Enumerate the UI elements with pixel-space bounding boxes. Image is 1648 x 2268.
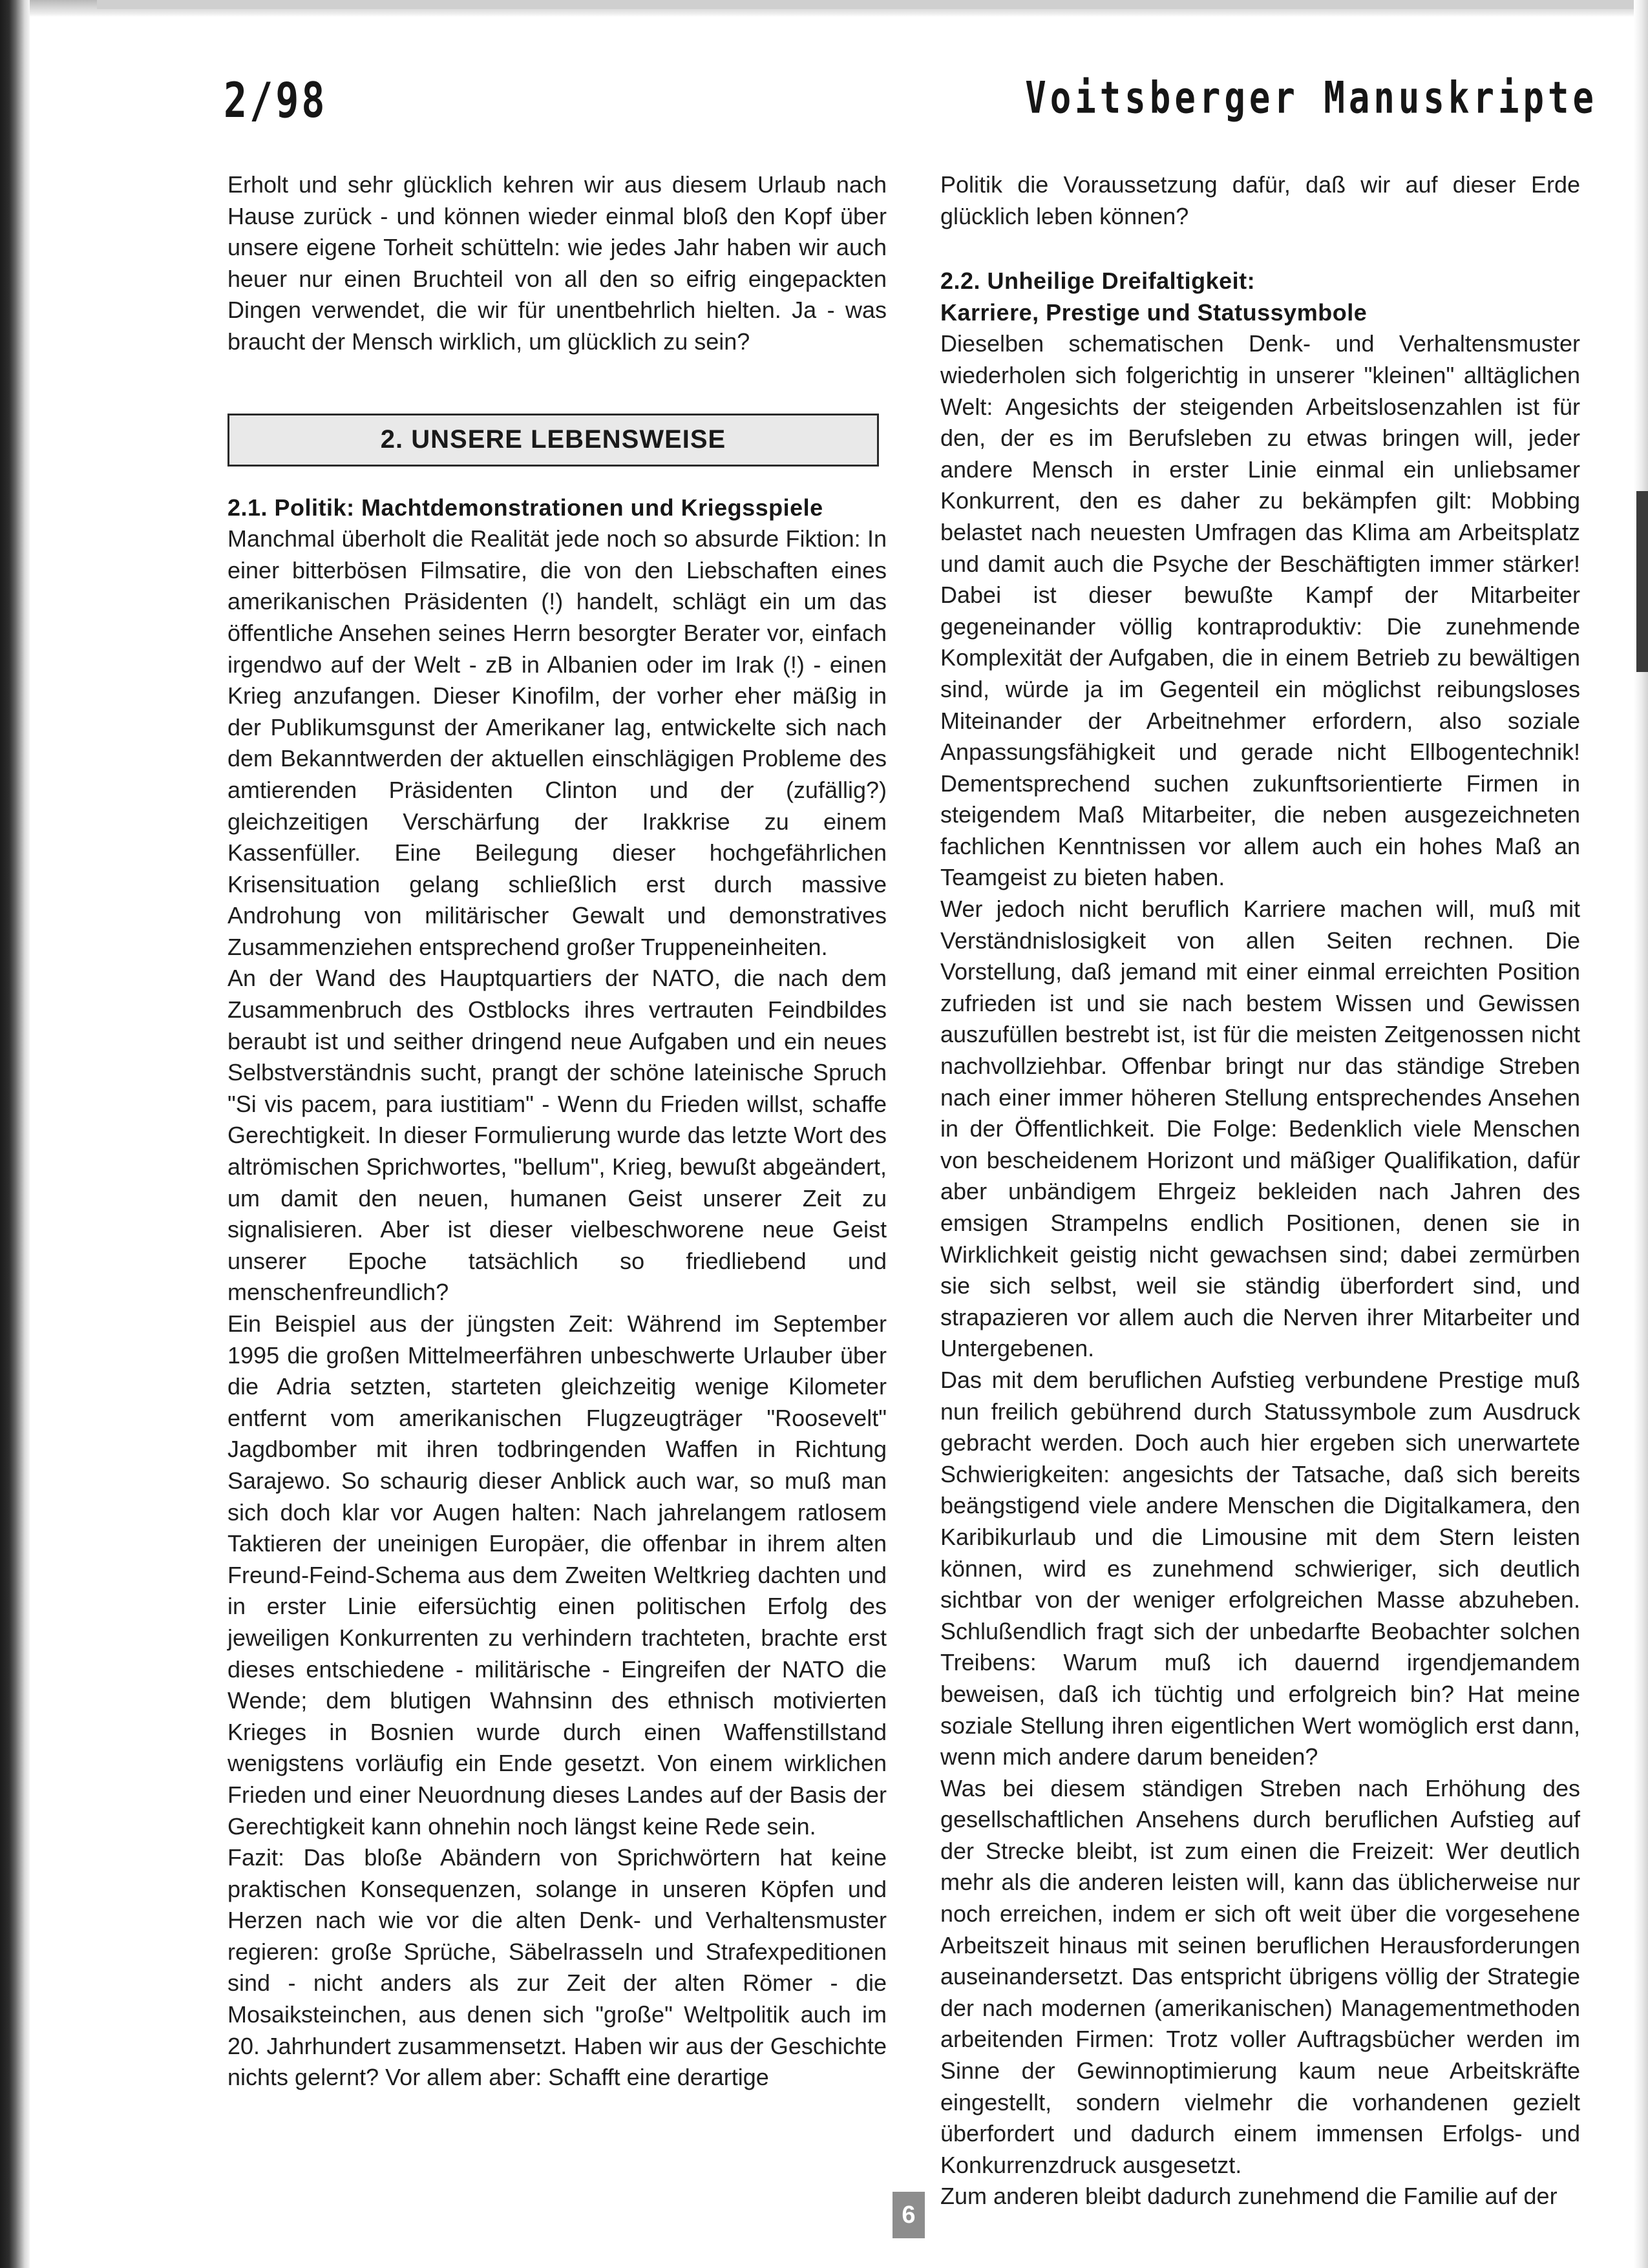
spacer [227, 467, 887, 492]
spacer [940, 232, 1580, 266]
paragraph-status-symbols: Das mit dem beruflichen Aufstieg verbundene Prestige muß nun freilich gebührend durch Statussymbole zum Ausdruck gebracht werden. Doch auch hier ergeben sich unerwartete Schwierigkeiten: angesichts der Tatsache, daß sich bereits beängstigend viele andere Menschen die Digitalkamera, den Karibikurlaub und die Limousine mit dem Stern leisten können, wird es zunehmend schwieriger, sich deutlich sichtbar von der weniger erfolgreichen Masse abzuheben. Schlußendlich fragt sich der unbedarfte Beobachter solchen Treibens: Warum muß ich dauernd irgendjemandem beweisen, daß ich tüchtig und erfolgreich bin? Hat meine soziale Stellung ihren eigentlichen Wert womöglich erst dann, wenn mich andere darum beneiden? [940, 1366, 1580, 1770]
paragraph-career: Wer jedoch nicht beruflich Karriere machen will, muß mit Verständnislosigkeit von allen Seiten rechnen. Die Vorstellung, daß jemand mit einer einmal erreichten Position zufrieden ist und sie nach bestem Wissen und Gewissen auszufüllen bestrebt ist, ist für die meisten Zeitgenossen nicht nachvollziehbar. Offenbar bringt nur das ständige Streben nach einer immer höheren Stellung entsprechendes Ansehen in der Öffentlichkeit. Die Folge: Bedenklich viele Menschen von bescheidenem Horizont und mäßiger Qualifikation, dafür aber unbändigem Ehrgeiz bekleiden nach Jahren des emsigen Strampelns endlich Positionen, denen sie in Wirklichkeit geistig nicht gewachsen sind; dabei zermürben sie sich selbst, weil sie ständig überfordert sind, und strapazieren vor allem auch die Nerven ihrer Mitarbeiter und Untergebenen. [940, 896, 1580, 1362]
subsection-heading-line1: 2.2. Unheilige Dreifaltigkeit: [940, 268, 1256, 295]
scan-edge-right [1634, 0, 1648, 2268]
paragraph-leisure: Was bei diesem ständigen Streben nach Erhöhung des gesellschaftlichen Ansehens durch beruflichen Aufstieg auf der Strecke bleibt, ist zum einen die Freizeit: Wer deutlich mehr als die anderen leisten will, kann das üblicherweise nur noch erreichen, indem er sich oft weit über die vorgesehene Arbeitszeit hinaus mit seinen beruflichen Herausforderungen auseinandersetzt. Das entspricht übrigens völlig der Strategie der nach modernen (amerikanischen) Managementmethoden arbeitenden Firmen: Trotz voller Auftragsbücher werden im Sinne der Gewinnoptimierung kaum neue Arbeitskräfte eingestellt, sondern vielmehr die vorhandenen gezielt überfordert und dadurch einem immensen Erfolgs- und Konkurrenzdruck ausgesetzt. [940, 1774, 1580, 2178]
paragraph-bosnia: Ein Beispiel aus der jüngsten Zeit: Während im September 1995 die großen Mittelmeerfähren unbeschwerte Urlauber über die Adria setzten, starteten gleichzeitig wenige Kilometer entfernt vom amerikanischen Flugzeugträger "Roosevelt" Jagdbomber mit ihren todbringenden Waffen in Richtung Sarajewo. So schaurig dieser Anblick auch war, so muß man sich doch klar vor Augen halten: Nach jahrelangem ratlosem Taktieren der uneinigen Europäer, die offenbar in ihrem alten Freund-Feind-Schema aus dem Zweiten Weltkrieg dachten und in erster Linie eifersüchtig einen politischen Erfolg des jeweiligen Konkurrenten zu verhindern trachteten, brachte erst dieses entschiedene - militärische - Eingreifen der NATO die Wende; dem blutigen Wahnsinn des ethnisch motivierten Krieges in Bosnien wurde durch einen Waffenstillstand wenigstens vorläufig ein Ende gesetzt. Von einem wirklichen Frieden und einer Neuordnung dieses Landes auf der Basis der Gerechtigkeit kann ohnehin noch längst keine Rede sein. [227, 1310, 887, 1840]
section-heading-box [227, 414, 879, 467]
page-number: 6 [893, 2192, 925, 2238]
paragraph-competition: Dieselben schematischen Denk- und Verhaltensmuster wiederholen sich folgerichtig in unserer "kleinen" alltäglichen Welt: Angesichts der steigenden Arbeitslosenzahlen ist für den, der es im Berufsleben zu etwas bringen will, jeder andere Mensch in erster Linie einmal ein unliebsamer Konkurrent, den es daher zu bekämpfen gilt: Mobbing belastet nach neuesten Umfragen das Klima am Arbeitsplatz und damit auch die Psyche der Beschäftigten immer stärker! Dabei ist dieser bewußte Kampf der Mitarbeiter gegeneinander völlig kontraproduktiv: Die zunehmende Komplexität der Aufgaben, die in einem Betrieb zu bewältigen sind, würde ja im Gegenteil ein möglichst reibungsloses Miteinander der Arbeitnehmer erfordern, also soziale Anpassungsfähigkeit und gerade nicht Ellbogentechnik! Dementsprechend suchen zukunftsorientierte Firmen in steigendem Maß Mitarbeiter, die neben ausgezeichneten fachlichen Kenntnissen vor allem auch ein hohes Maß an Teamgeist zu bieten haben. [940, 330, 1580, 891]
scan-edge-top-fold [97, 0, 1648, 9]
section-title: 2. UNSERE LEBENSWEISE [380, 425, 726, 454]
scan-edge-left [0, 0, 30, 2268]
continuation-paragraph: Politik die Voraussetzung dafür, daß wir auf dieser Erde glücklich leben können? [940, 171, 1580, 229]
right-column [940, 169, 1580, 2212]
scan-edge-right-shadow [1636, 491, 1648, 672]
subsection-heading-politics: 2.1. Politik: Machtdemonstrationen und Kriegsspiele [227, 494, 823, 521]
issue-number: 2/98 [224, 72, 328, 129]
subsection-heading-line2: Karriere, Prestige und Statussymbole [940, 299, 1368, 326]
paragraph-nato: An der Wand des Hauptquartiers der NATO, die nach dem Zusammenbruch des Ostblocks ihres vertrauten Feindbildes beraubt ist und seither dringend neue Aufgaben und ein neues Selbstverständnis sucht, prangt der schöne lateinische Spruch "Si vis pacem, para iustitiam" - Wenn du Frieden willst, schaffe Gerechtigkeit. In dieser Formulierung wurde das letzte Wort des altrömischen Sprichwortes, "bellum", Krieg, bewußt abgeändert, um damit den neuen, humanen Geist unserer Zeit zu signalisieren. Aber ist dieser vielbeschworene neue Geist unserer Epoche tatsächlich so friedliebend und menschenfreundlich? [227, 965, 887, 1306]
publication-title: Voitsberger Manuskripte [1025, 72, 1598, 123]
intro-paragraph: Erholt und sehr glücklich kehren wir aus diesem Urlaub nach Hause zurück - und können wieder einmal bloß den Kopf über unsere eigene Torheit schütteln: wie jedes Jahr haben wir auch heuer nur einen Bruchteil von all den so eifrig eingepackten Dingen verwendet, die wir für unentbehrlich hielten. Ja - was braucht der Mensch wirklich, um glücklich zu sein? [227, 171, 887, 355]
paragraph-family: Zum anderen bleibt dadurch zunehmend die Familie auf der [940, 2183, 1558, 2210]
paragraph-conclusion: Fazit: Das bloße Abändern von Sprichwörtern hat keine praktischen Konsequenzen, solange in unseren Köpfen und Herzen nach wie vor die alten Denk- und Verhaltensmuster regieren: große Sprüche, Säbelrasseln und Strafexpeditionen sind - nicht anders als zur Zeit der alten Römer - die Mosaiksteinchen, aus denen sich "große" Weltpolitik auch im 20. Jahrhundert zusammensetzt. Haben wir aus der Geschichte nichts gelernt? Vor allem aber: Schafft eine derartige [227, 1844, 887, 2091]
left-column [227, 169, 887, 2094]
paragraph-film-satire: Manchmal überholt die Realität jede noch so absurde Fiktion: In einer bitterbösen Filmsatire, die von den Liebschaften eines amerikanischen Präsidenten (!) handelt, schlägt ein um das öffentliche Ansehen seines Herrn besorgter Berater vor, einfach irgendwo auf der Welt - zB in Albanien oder im Irak (!) - einen Krieg anzufangen. Dieser Kinofilm, der vorher eher mäßig in der Publikumsgunst der Amerikaner lag, entwickelte sich nach dem Bekanntwerden der aktuellen einschlägigen Probleme des amtierenden Präsidenten Clinton und der (zufällig?) gleichzeitigen Verschärfung der Irakkrise zu einem Kassenfüller. Eine Beilegung dieser hochgefährlichen Krisensituation gelang schließlich erst durch massive Androhung von militärischer Gewalt und demonstratives Zusammenziehen entsprechend großer Truppeneinheiten. [227, 525, 887, 960]
spacer [227, 358, 887, 414]
